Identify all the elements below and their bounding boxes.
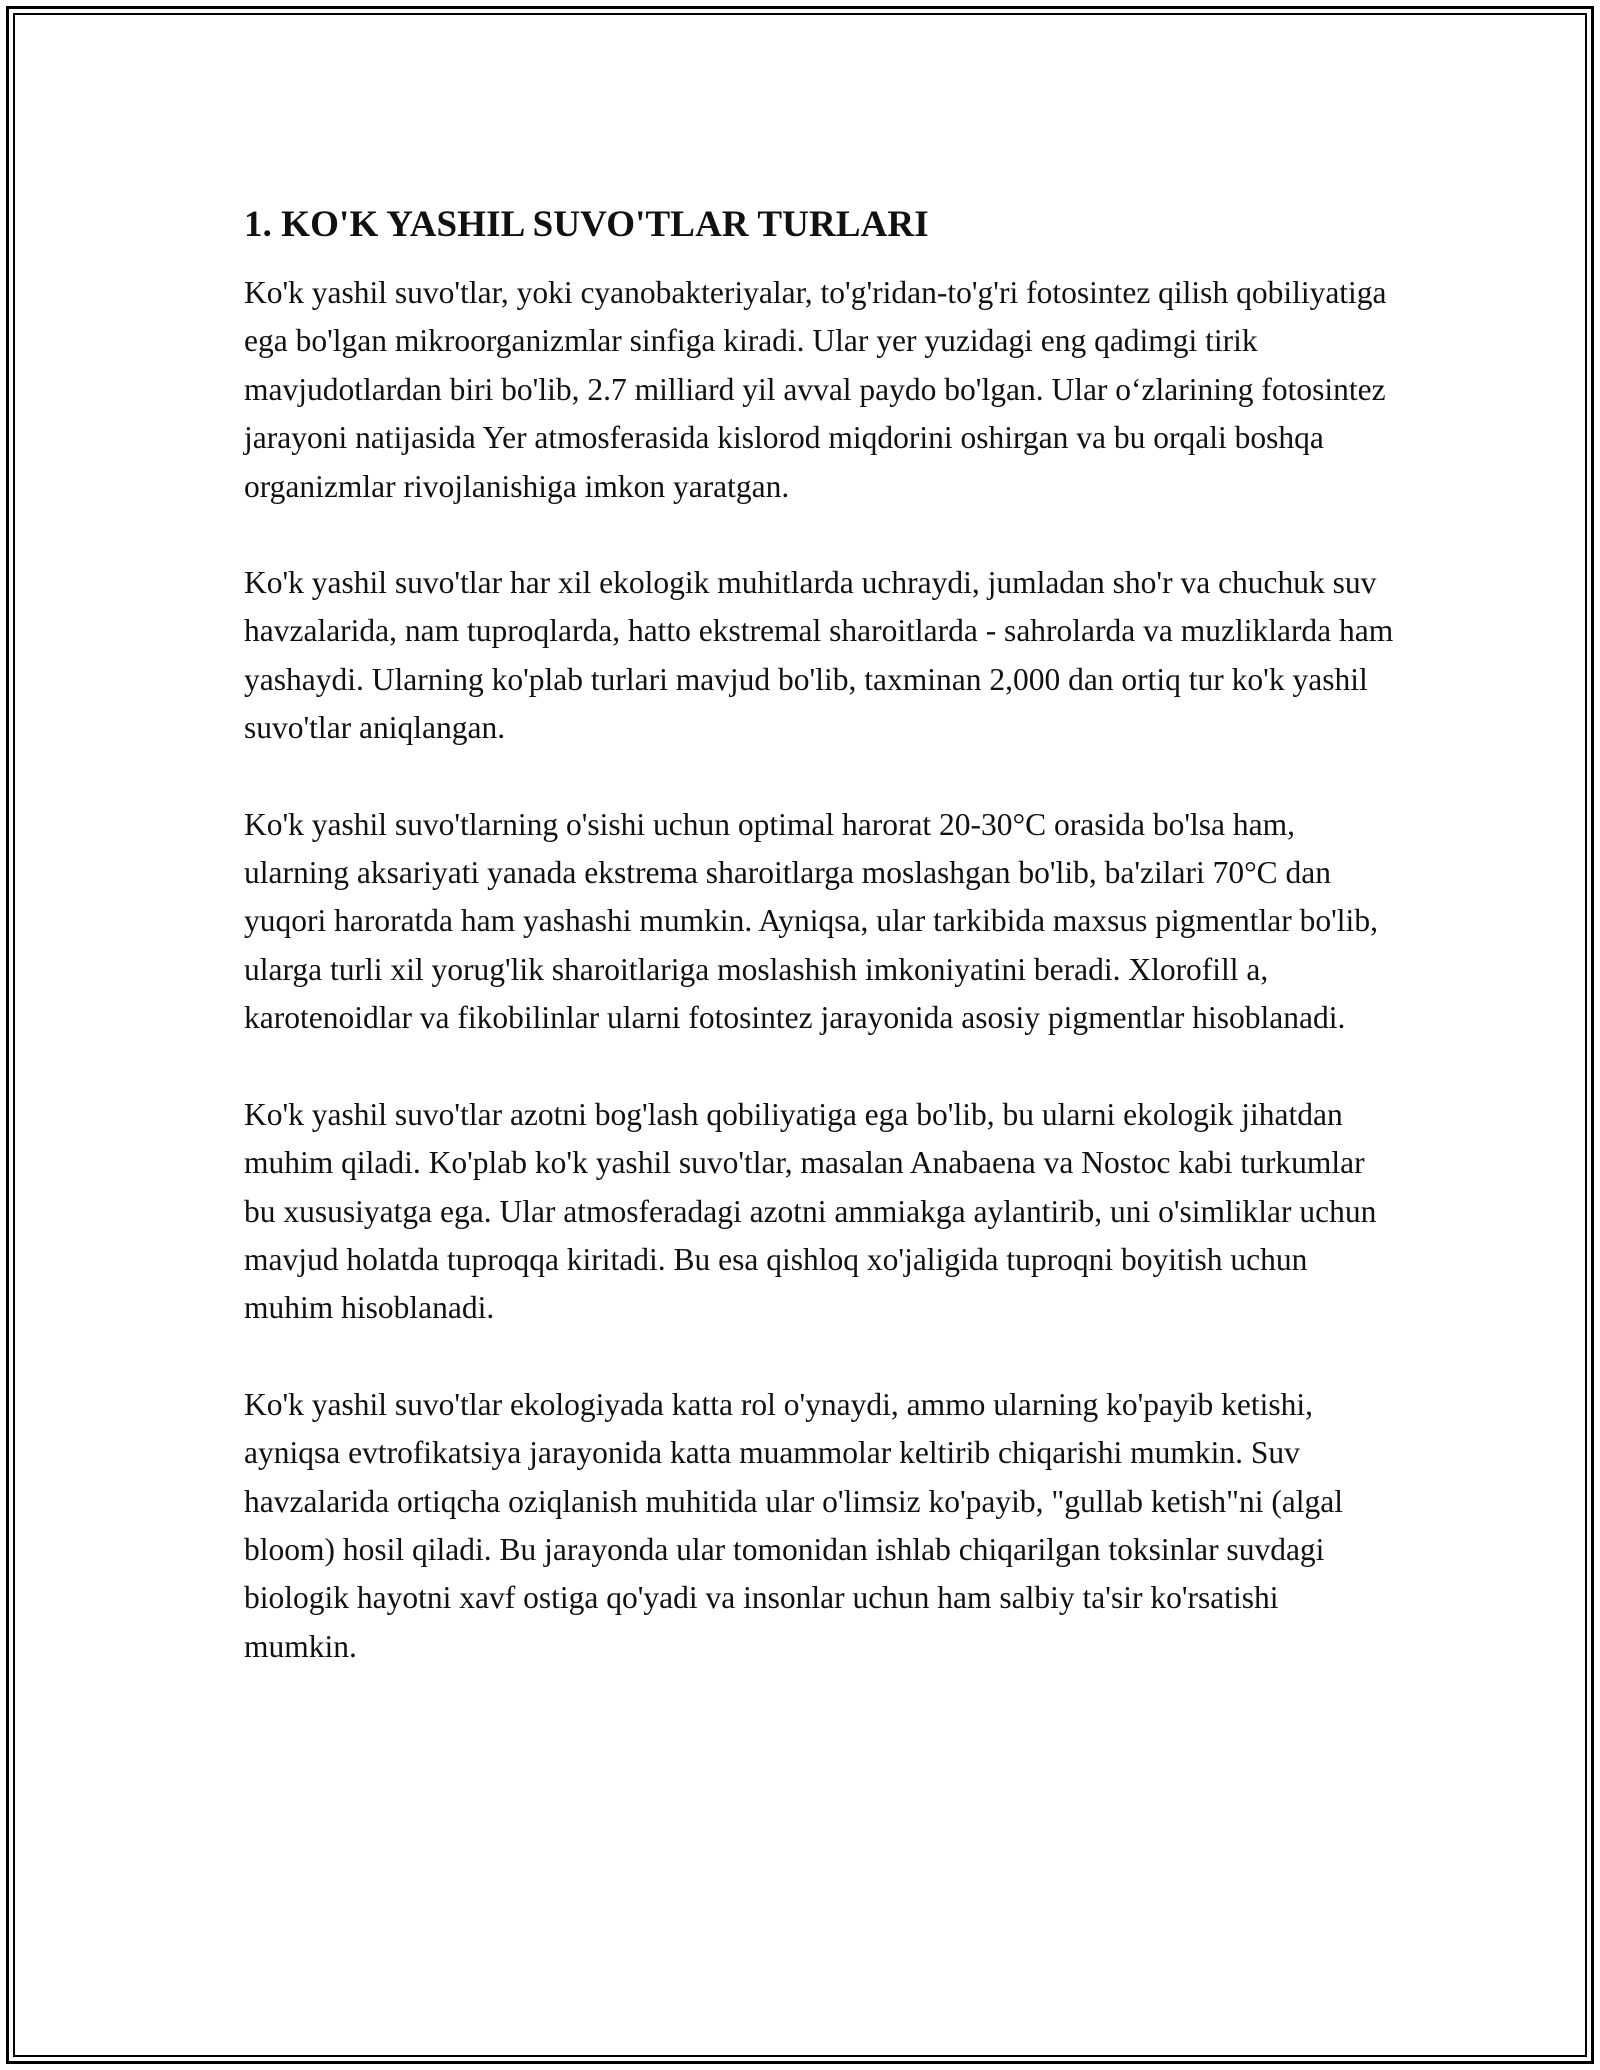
paragraph-5: Ko'k yashil suvo'tlar ekologiyada katta rol o'ynaydi, ammo ularning ko'payib ketishi, ayniqsa evtrofikatsiya jarayonida katta muammolar keltirib chiqarishi mumkin. Suv havzalarida ortiqcha oziqlanish muhitida ular o'limsiz ko'payib, "gullab ketish"ni (algal bloom) hosil qiladi. Bu jarayonda ular tomonidan ishlab chiqarilgan toksinlar suvdagi biologik hayotni xavf ostiga qo'yadi va insonlar uchun ham salbiy ta'sir ko'rsatishi mumkin. [244,1386,1344,1664]
paragraph-1: Ko'k yashil suvo'tlar, yoki cyanobakteriyalar, to'g'ridan-to'g'ri fotosintez qilish qobiliyatiga ega bo'lgan mikroorganizmlar sinfiga kiradi. Ular yer yuzidagi eng qadimgi tirik mavjudotlardan biri bo'lib, 2.7 milliard yil avval paydo bo'lgan. Ular o‘zlarining fotosintez jarayoni natijasida Yer atmosferasida kislorod miqdorini oshirgan va bu orqali boshqa organizmlar rivojlanishiga imkon yaratgan. [244,275,1387,504]
page-border-inner [13,13,1587,2057]
paragraph-2: Ko'k yashil suvo'tlar har xil ekologik muhitlarda uchraydi, jumladan sho'r va chuchuk suv havzalarida, nam tuproqlarda, hatto ekstremal sharoitlarda - sahrolarda va muzliklarda ham yashaydi. Ularning ko'plab turlari mavjud bo'lib, taxminan 2,000 dan ortiq tur ko'k yashil suvo'tlar aniqlangan. [244,565,1394,746]
page-title: 1. KO'K YASHIL SUVO'TLAR TURLARI [244,204,929,245]
paragraph-3: Ko'k yashil suvo'tlarning o'sishi uchun optimal harorat 20-30°C orasida bo'lsa ham, ularning aksariyati yanada ekstrema sharoitlarga moslashgan bo'lib, ba'zilari 70°C dan yuqori haroratda ham yashashi mumkin. Ayniqsa, ular tarkibida maxsus pigmentlar bo'lib, ularga turli xil yorug'lik sharoitlariga moslashish imkoniyatini beradi. Xlorofill a, karotenoidlar va fikobilinlar ularni fotosintez jarayonida asosiy pigmentlar hisoblanadi. [244,806,1378,1036]
page-border-outer [6,6,1594,2064]
paragraph-4: Ko'k yashil suvo'tlar azotni bog'lash qobiliyatiga ega bo'lib, bu ularni ekologik jihatdan muhim qiladi. Ko'plab ko'k yashil suvo'tlar, masalan Anabaena va Nostoc kabi turkumlar bu xususiyatga ega. Ular atmosferadagi azotni ammiakga aylantirib, uni o'simliklar uchun mavjud holatda tuproqqa kiritadi. Bu esa qishloq xo'jaligida tuproqni boyitish uchun muhim hisoblanadi. [244,1096,1377,1326]
document-body [244,201,1394,1719]
